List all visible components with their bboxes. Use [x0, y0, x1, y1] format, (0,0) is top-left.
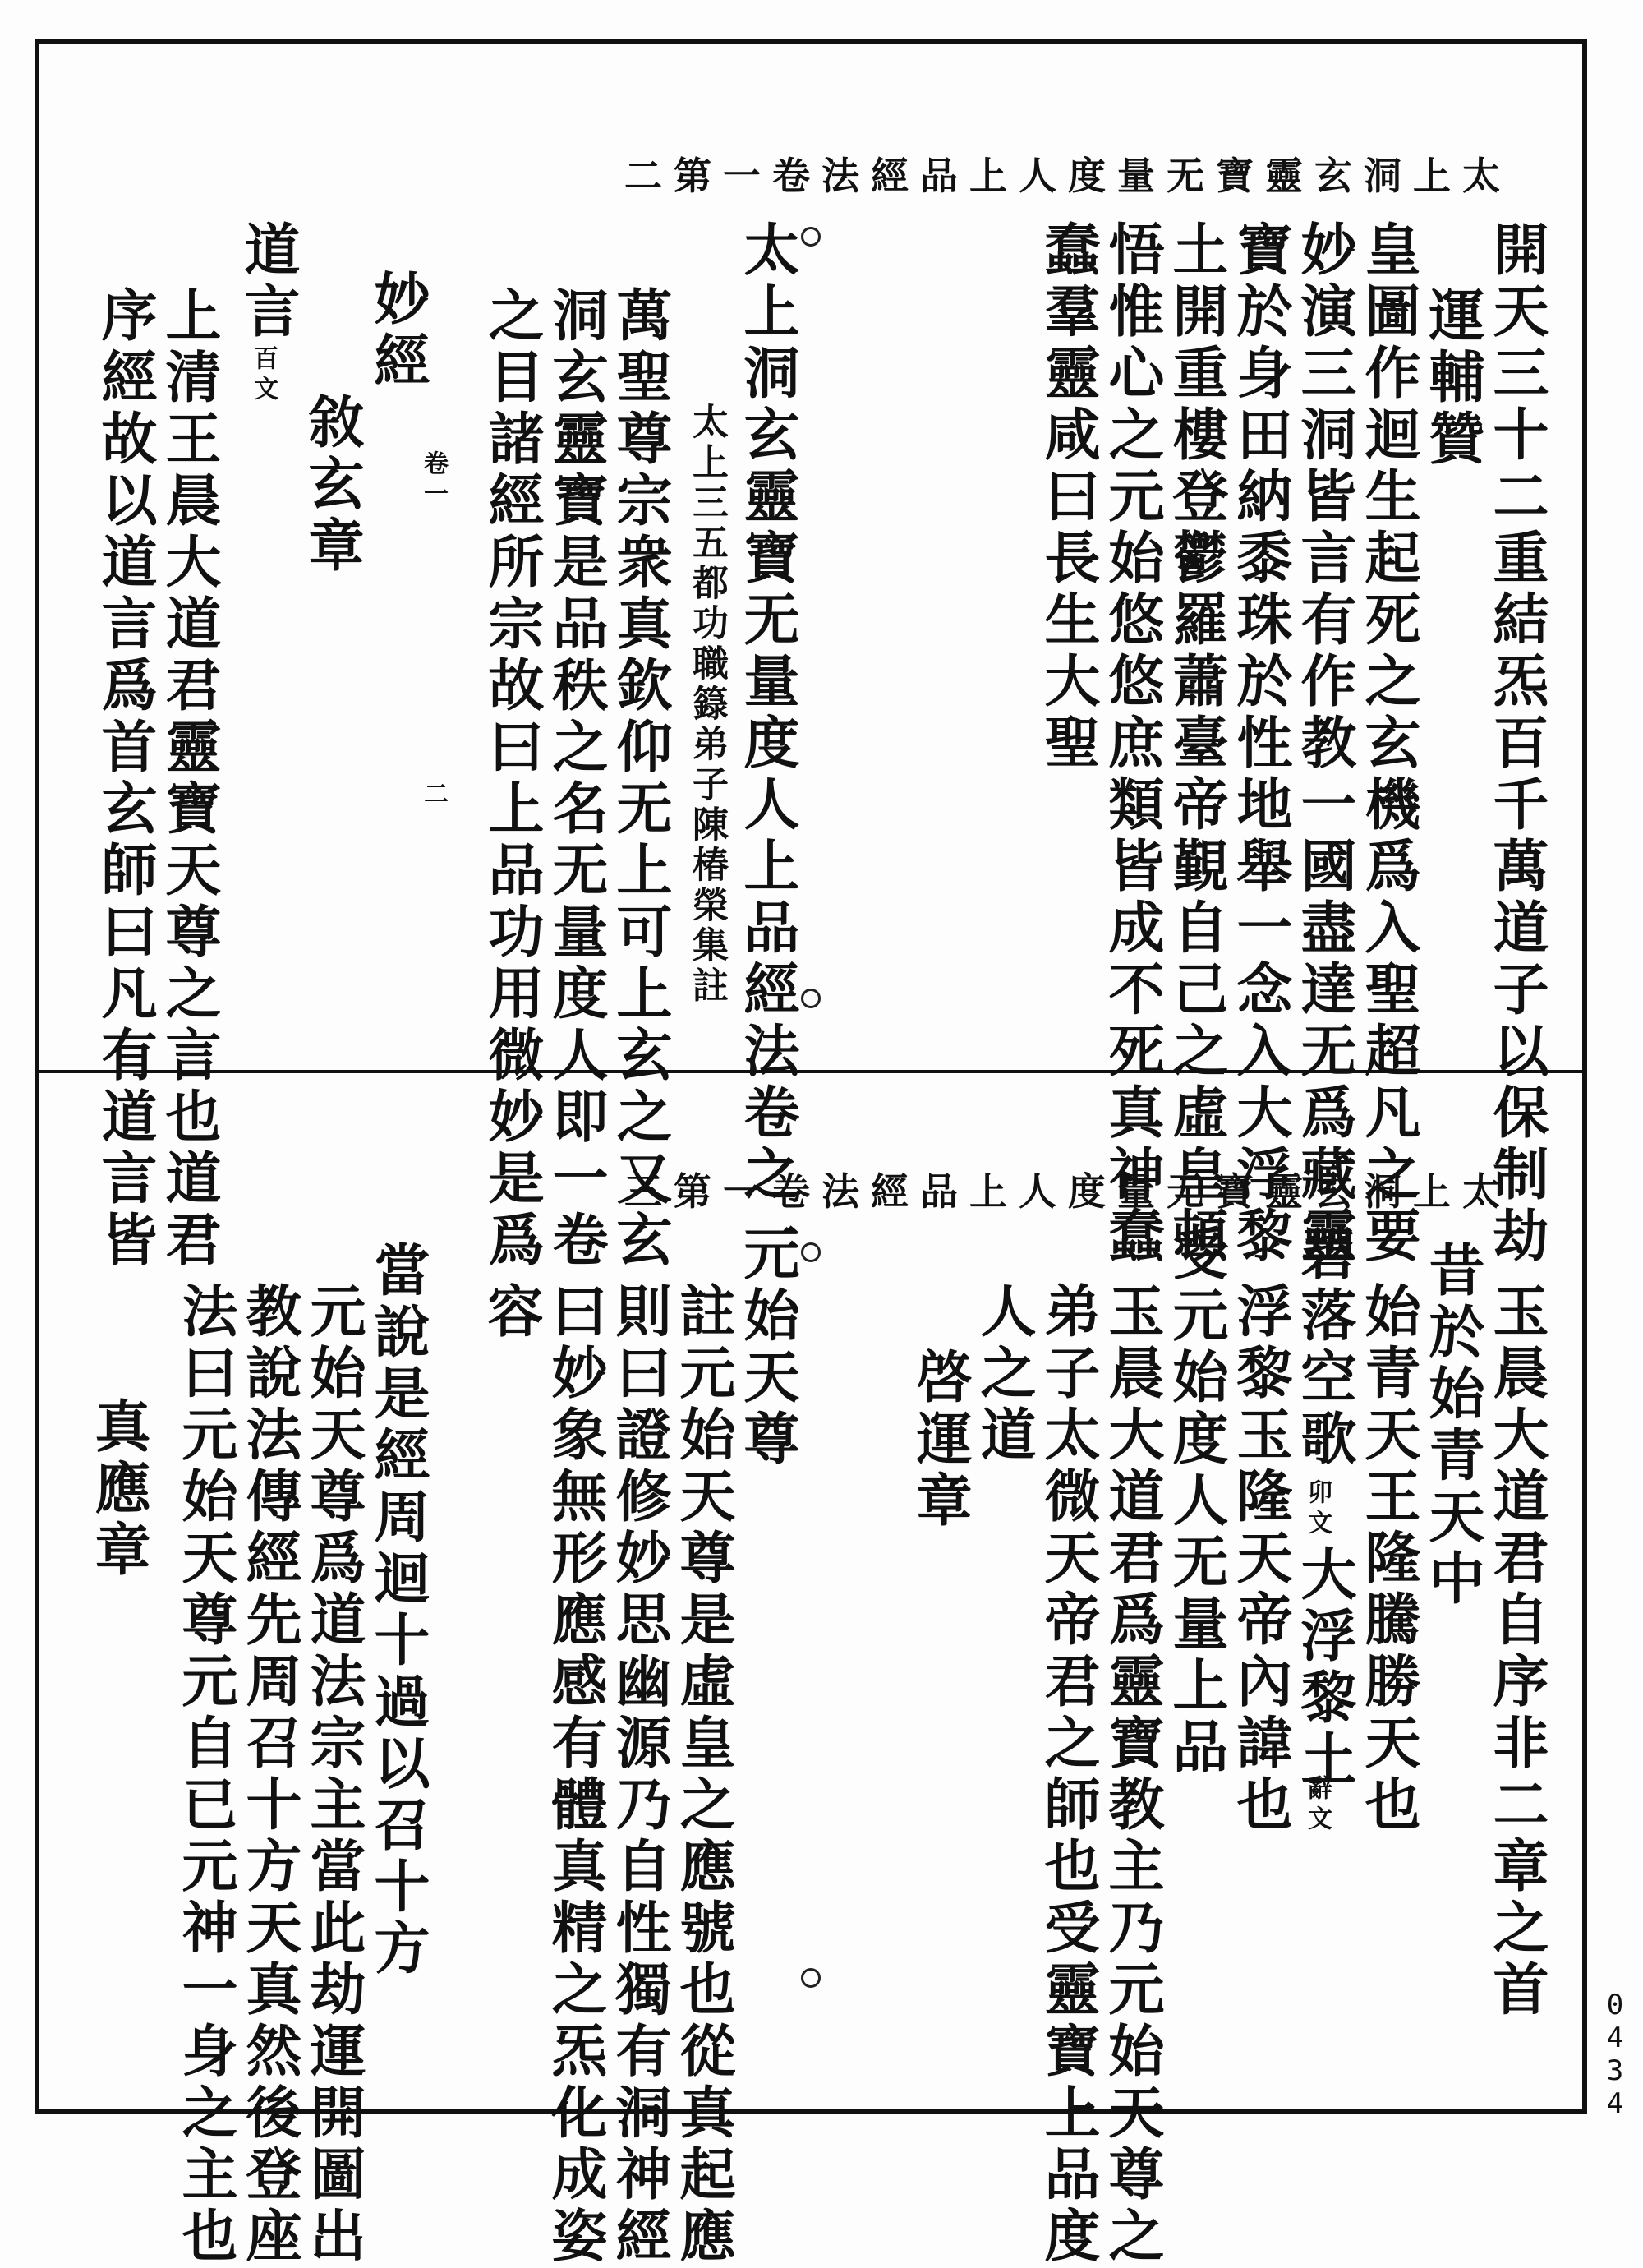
bottom-col-9: 人之道	[971, 1282, 1037, 1467]
bottom-col-4-note2: 辭文	[1303, 1775, 1332, 1836]
bottom-col-4a: 碧落空歌	[1291, 1224, 1357, 1471]
circle-mark	[801, 1968, 821, 1988]
top-heading-1: 妙經	[365, 270, 430, 393]
top-header: 太上洞玄靈寶无量度人上品經法卷一第二	[624, 154, 1512, 198]
page-number: 0434	[1599, 1989, 1631, 2120]
bottom-col-3: 始青天王隆騰勝天也	[1355, 1282, 1421, 1837]
circle-mark	[801, 1242, 821, 1262]
top-commentary-1: 萬聖尊宗衆真欽仰无上可上玄之又玄	[607, 286, 673, 1272]
top-title: 太上洞玄靈寶无量度人上品經法卷之一	[734, 220, 800, 1268]
top-dao-yan-note: 百文	[249, 345, 278, 406]
top-commentary-2: 洞玄靈寶是品秩之名无量度人即一卷	[543, 286, 609, 1272]
top-col-3: 皇圖作迴生起死之玄機爲入聖超凡之要	[1355, 220, 1421, 1268]
top-compiler: 太上三五都功職籙弟子陳椿榮集註	[686, 403, 728, 1007]
top-col-7: 悟惟心之元始悠悠庶類皆成不死真神蠢	[1099, 220, 1165, 1268]
top-col-6: 土開重樓登鬱羅蕭臺帝覲自己之虛皇頓	[1163, 220, 1229, 1268]
top-small-a: 卷一	[419, 450, 448, 511]
bottom-col-10: 啓運章	[907, 1348, 973, 1533]
top-heading-2: 敘玄章	[299, 393, 365, 578]
bottom-col-16: 當說是經周迴十過以召十方	[365, 1241, 430, 1980]
top-col-2: 運輔贊	[1420, 286, 1485, 471]
top-col-8: 蠢羣靈咸曰長生大聖	[1035, 220, 1101, 775]
bottom-col-6: 受元始度人无量上品	[1163, 1224, 1229, 1779]
bottom-col-4-note: 卯文	[1303, 1479, 1332, 1540]
bottom-col-13: 則曰證修妙思幽源乃自性獨有洞神經	[606, 1282, 672, 2268]
bottom-col-1: 玉晨大道君自序非二章之首	[1484, 1282, 1549, 2021]
bottom-col-8: 弟子太微天帝君之師也受靈寶上品度	[1035, 1282, 1101, 2268]
bottom-col-15: 容	[478, 1282, 544, 1344]
bottom-col-14: 曰妙象無形應感有體真精之炁化成姿	[542, 1282, 608, 2268]
bottom-col-2: 昔於始青天中	[1420, 1241, 1485, 1611]
bottom-col-20: 真應章	[85, 1397, 151, 1582]
top-col-4: 妙演三洞皆言有作教一國盡達无爲藏靈	[1291, 220, 1357, 1268]
top-col-9: 上清王晨大道君靈寶天尊之言也道君	[156, 286, 222, 1272]
top-dao-yan: 道言	[235, 220, 301, 343]
bottom-col-5: 浮黎玉隆天帝內諱也	[1227, 1282, 1293, 1837]
top-col-5: 寶於身田納黍珠於性地舉一念入大浮黎	[1227, 220, 1293, 1268]
bottom-col-4b: 大浮黎土	[1291, 1545, 1357, 1791]
top-commentary-3: 之目諸經所宗故曰上品功用微妙是爲	[479, 286, 545, 1272]
circle-mark	[801, 989, 821, 1008]
circle-mark	[801, 227, 821, 247]
top-small-b: 二	[419, 781, 448, 811]
top-col-1: 開天三十二重結炁百千萬道子以保制劫	[1484, 220, 1549, 1268]
top-col-10: 序經故以道言爲首玄師曰凡有道言皆	[92, 286, 158, 1272]
bottom-col-11: 元始天尊	[734, 1224, 800, 1471]
bottom-col-17: 元始天尊爲道法宗主當此劫運開圖出	[301, 1282, 366, 2268]
bottom-col-12: 註元始天尊是虛皇之應號也從真起應	[670, 1282, 736, 2268]
bottom-col-19: 法曰元始天尊元自已元神一身之主也	[173, 1282, 238, 2268]
bottom-col-7: 玉晨大道君爲靈寶教主乃元始天尊之	[1099, 1282, 1165, 2268]
bottom-col-18: 教說法傳經先周召十方天真然後登座	[237, 1282, 302, 2268]
bottom-header: 太上洞玄靈寶无量度人上品經法卷一第三	[624, 1169, 1512, 1214]
